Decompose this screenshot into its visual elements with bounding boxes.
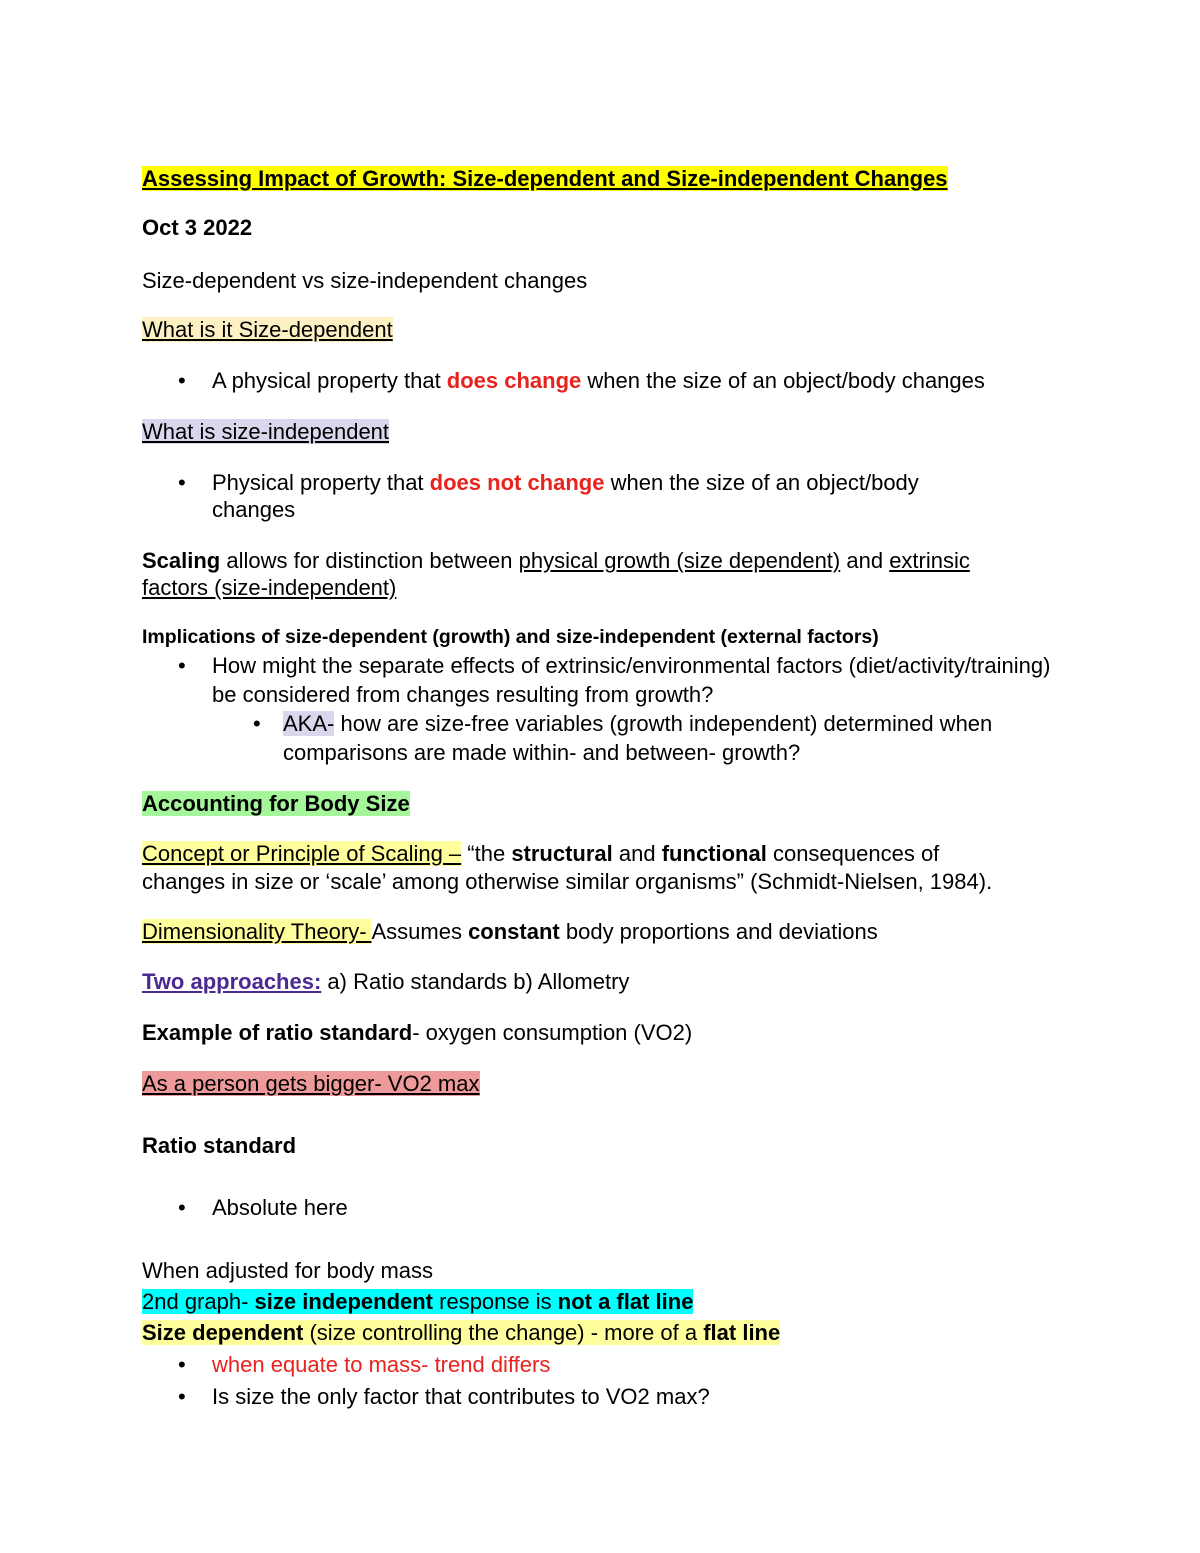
text: (size controlling the change) - more of a <box>303 1320 704 1345</box>
accounting-heading <box>142 790 410 818</box>
emphasis-text: does change <box>446 368 582 393</box>
text: “the <box>461 841 512 866</box>
example-line <box>142 1019 692 1047</box>
flat-line-term: not a flat line <box>557 1289 694 1314</box>
concept-term: Concept or Principle of Scaling – <box>142 841 462 866</box>
physical-growth-term: physical growth (size dependent) <box>518 548 841 573</box>
approaches-line <box>142 968 629 996</box>
bullet-icon: • <box>253 711 261 736</box>
text: body proportions and deviations <box>559 919 878 944</box>
graph2-line <box>142 1288 693 1316</box>
vo2-question-bullet <box>178 1383 710 1411</box>
text: and <box>840 548 890 573</box>
text: - oxygen consumption (VO2) <box>412 1020 693 1045</box>
size-dependent-bullet <box>178 367 985 395</box>
implications-bullet-cont: be considered from changes resulting from growth? <box>212 682 714 707</box>
accounting-heading-text: Accounting for Body Size <box>142 791 410 816</box>
absolute-bullet <box>178 1194 348 1222</box>
text: allows for distinction between <box>220 548 519 573</box>
text: a) Ratio standards b) Allometry <box>321 969 630 994</box>
implications-bullet <box>178 652 1051 680</box>
concept-paragraph-cont: changes in size or ‘scale’ among otherwise similar organisms” (Schmidt-Nielsen, 1984). <box>142 869 993 894</box>
ratio-standard-heading: Ratio standard <box>142 1133 297 1158</box>
bullet-icon: • <box>178 1352 186 1377</box>
adjusted-line: When adjusted for body mass <box>142 1258 434 1283</box>
trend-bullet <box>178 1351 551 1379</box>
constant-term: constant <box>468 919 560 944</box>
doc-title <box>142 165 948 193</box>
aka-subbullet <box>253 710 993 738</box>
size-independent-term: size independent <box>254 1289 434 1314</box>
size-independent-heading <box>142 418 389 446</box>
flat-line-term: flat line <box>703 1320 781 1345</box>
aka-label: AKA- <box>283 711 335 736</box>
dimensionality-line <box>142 918 878 946</box>
bigger-text: As a person gets bigger- VO2 max <box>142 1071 480 1096</box>
text: and <box>612 841 662 866</box>
aka-subbullet-cont: comparisons are made within- and between- growth? <box>283 740 801 765</box>
text: when the size of an object/body changes <box>581 368 985 393</box>
text: Assumes <box>371 919 469 944</box>
scaling-paragraph-cont: factors (size-independent) <box>142 575 397 600</box>
text: response is <box>433 1289 558 1314</box>
size-independent-bullet-cont: changes <box>212 497 296 522</box>
concept-paragraph <box>142 840 939 868</box>
size-dependent-line <box>142 1319 780 1347</box>
scaling-paragraph <box>142 547 970 575</box>
bullet-icon: • <box>178 1384 186 1409</box>
dimensionality-term: Dimensionality Theory- <box>142 919 372 944</box>
text: 2nd graph- <box>142 1289 255 1314</box>
bullet-icon: • <box>178 470 186 495</box>
size-dependent-heading-text: What is it Size-dependent <box>142 317 393 342</box>
bigger-line <box>142 1070 480 1098</box>
bullet-icon: • <box>178 653 186 678</box>
implications-heading: Implications of size-dependent (growth) and size-independent (external factors) <box>142 626 879 648</box>
size-independent-bullet <box>178 469 919 497</box>
size-dependent-term: Size dependent <box>142 1320 304 1345</box>
bullet-icon: • <box>178 1195 186 1220</box>
text: when the size of an object/body <box>604 470 919 495</box>
size-dependent-highlight <box>142 1320 780 1345</box>
intro-line: Size-dependent vs size-independent changes <box>142 268 588 293</box>
text: How might the separate effects of extrinsic/environmental factors (diet/activity/training) <box>212 653 1051 678</box>
text: how are size-free variables (growth independent) determined when <box>334 711 993 736</box>
date-line: Oct 3 2022 <box>142 215 253 240</box>
approaches-term: Two approaches: <box>142 969 322 994</box>
bullet-icon: • <box>178 368 186 393</box>
graph2-highlight <box>142 1289 693 1314</box>
example-term: Example of ratio standard <box>142 1020 413 1045</box>
structural-term: structural <box>511 841 613 866</box>
functional-term: functional <box>661 841 767 866</box>
text: Physical property that <box>212 470 430 495</box>
emphasis-text: does not change <box>429 470 605 495</box>
text: A physical property that <box>212 368 447 393</box>
text: when equate to mass- trend differs <box>212 1352 551 1377</box>
extrinsic-term: extrinsic <box>889 548 970 573</box>
size-dependent-heading <box>142 316 393 344</box>
text: Is size the only factor that contributes to VO2 max? <box>212 1384 710 1409</box>
text: consequences of <box>766 841 940 866</box>
text: Absolute here <box>212 1195 348 1220</box>
size-independent-heading-text: What is size-independent <box>142 419 390 444</box>
scaling-term: Scaling <box>142 548 221 573</box>
title-highlight: Assessing Impact of Growth: Size-dependent and Size-independent Changes <box>142 166 948 191</box>
